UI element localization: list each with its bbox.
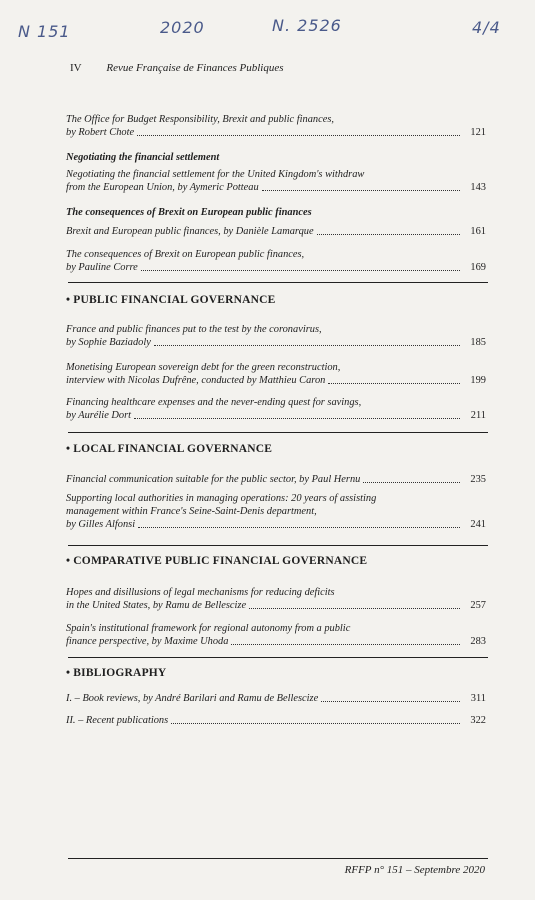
toc-page-number: 283 [470, 636, 486, 647]
toc-page-number: 185 [470, 337, 486, 348]
toc-entry-text: Negotiating the financial settlement for the United Kingdom's withdraw [66, 169, 365, 180]
handwritten-issue-note: N 151 [18, 22, 71, 41]
section-rule [68, 545, 488, 546]
toc-entry-text: by Gilles Alfonsi [66, 519, 136, 530]
toc-entry-text: Hopes and disillusions of legal mechanisms for reducing deficits [66, 587, 335, 598]
running-header [70, 62, 284, 74]
section-rule [68, 432, 488, 433]
toc-entry [66, 113, 486, 139]
toc-page-number: 311 [470, 693, 486, 704]
subsection-heading: The consequences of Brexit on European public finances [66, 207, 312, 218]
dot-leader [262, 190, 460, 191]
section-heading: • LOCAL FINANCIAL GOVERNANCE [66, 443, 273, 455]
toc-entry-text: in the United States, by Ramu de Bellescize [66, 600, 247, 611]
section-rule [68, 282, 488, 283]
toc-entry-text: The Office for Budget Responsibility, Brexit and public finances, [66, 114, 334, 125]
section-rule [68, 657, 488, 658]
toc-page-number: 211 [470, 410, 486, 421]
toc-entry-text: finance perspective, by Maxime Uhoda [66, 636, 229, 647]
toc-entry-text: by Pauline Corre [66, 262, 138, 273]
subsection-heading: Negotiating the financial settlement [66, 152, 220, 163]
toc-page-number: 161 [470, 226, 486, 237]
toc-entry [66, 396, 486, 422]
toc-entry-text: Financial communication suitable for the public sector, by Paul Hernu [66, 474, 361, 485]
dot-leader [317, 234, 460, 235]
dot-leader [137, 135, 460, 136]
toc-page-number: 235 [470, 474, 486, 485]
handwritten-code-note: N. 2526 [272, 16, 342, 35]
toc-entry-text: Supporting local authorities in managing operations: 20 years of assisting [66, 493, 377, 504]
dot-leader [328, 383, 460, 384]
toc-entry-text: I. – Book reviews, by André Barilari and Ramu de Bellescize [66, 693, 319, 704]
toc-page-number: 121 [470, 127, 486, 138]
toc-page-number: 199 [470, 375, 486, 386]
toc-entry [66, 168, 486, 194]
footer-issue: RFFP n° 151 – Septembre 2020 [344, 864, 485, 876]
toc-entry [66, 323, 486, 349]
toc-entry-text: Monetising European sovereign debt for the green reconstruction, [66, 362, 341, 373]
dot-leader [363, 482, 460, 483]
dot-leader [321, 701, 460, 702]
toc-entry-text: management within France's Seine-Saint-Denis department, [66, 506, 317, 517]
section-heading: • BIBLIOGRAPHY [66, 667, 167, 679]
toc-entry-text: by Robert Chote [66, 127, 135, 138]
page-number: IV [70, 62, 82, 74]
section-heading: • PUBLIC FINANCIAL GOVERNANCE [66, 294, 276, 306]
dot-leader [134, 418, 460, 419]
section-heading: • COMPARATIVE PUBLIC FINANCIAL GOVERNANCE [66, 555, 368, 567]
toc-entry [66, 492, 486, 531]
toc-page-number: 241 [470, 519, 486, 530]
toc-entry-text: Financing healthcare expenses and the never-ending quest for savings, [66, 397, 362, 408]
toc-entry-text: by Sophie Baziadoly [66, 337, 151, 348]
toc-entry-text: France and public finances put to the test by the coronavirus, [66, 324, 322, 335]
toc-entry-text: II. – Recent publications [66, 715, 169, 726]
dot-leader [154, 345, 460, 346]
toc-entry-text: by Aurélie Dort [66, 410, 132, 421]
toc-entry [66, 692, 486, 705]
toc-entry-text: interview with Nicolas Dufrêne, conducted by Matthieu Caron [66, 375, 326, 386]
toc-entry [66, 473, 486, 486]
dot-leader [141, 270, 460, 271]
dot-leader [171, 723, 460, 724]
toc-entry [66, 622, 486, 648]
footer-rule [68, 858, 488, 859]
toc-page-number: 257 [470, 600, 486, 611]
toc-entry [66, 586, 486, 612]
dot-leader [138, 527, 460, 528]
toc-entry-text: Brexit and European public finances, by Danièle Lamarque [66, 226, 314, 237]
toc-page-number: 322 [470, 715, 486, 726]
toc-entry [66, 225, 486, 238]
toc-entry-text: from the European Union, by Aymeric Potteau [66, 182, 259, 193]
handwritten-page-note: 4/4 [472, 18, 501, 37]
journal-title: Revue Française de Finances Publiques [106, 62, 284, 74]
toc-entry-text: Spain's institutional framework for regional autonomy from a public [66, 623, 351, 634]
toc-page-number: 169 [470, 262, 486, 273]
toc-entry-text: The consequences of Brexit on European public finances, [66, 249, 305, 260]
dot-leader [231, 644, 460, 645]
toc-entry [66, 714, 486, 727]
handwritten-year-note: 2020 [160, 18, 205, 37]
dot-leader [249, 608, 460, 609]
toc-page-number: 143 [470, 182, 486, 193]
toc-entry [66, 361, 486, 387]
toc-entry [66, 248, 486, 274]
